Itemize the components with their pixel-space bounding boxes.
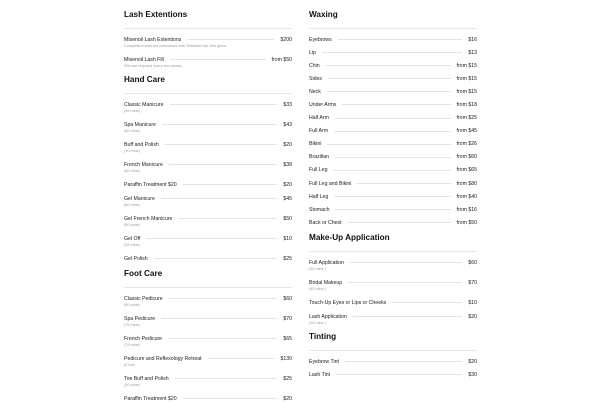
item-price: from $15 [456, 88, 477, 95]
item-name: Paraffin Treatment $20 [124, 181, 177, 188]
item-row [124, 100, 292, 109]
menu-item [124, 314, 292, 334]
item-note: (75 mins) [124, 343, 140, 347]
menu-item [124, 214, 292, 234]
item-row [309, 192, 477, 201]
item-row [124, 194, 292, 203]
item-price: $16 [468, 36, 477, 43]
item-row [124, 55, 292, 64]
item-name: Neck [309, 88, 321, 95]
item-row [124, 234, 292, 243]
section-divider [309, 350, 477, 351]
menu-item [309, 114, 477, 127]
item-name: Full Leg and Bikini [309, 180, 352, 187]
menu-item [309, 357, 477, 370]
item-name: Buff and Polish [124, 141, 159, 148]
item-name: Eyebrow Tint [309, 358, 339, 365]
menu-item [309, 74, 477, 87]
menu-item [309, 166, 477, 179]
item-price: from $65 [456, 167, 477, 174]
item-row [309, 140, 477, 149]
item-name: Classic Pedicure [124, 295, 163, 302]
section-title: Foot Care [124, 269, 163, 278]
menu-item [124, 194, 292, 214]
item-row [309, 87, 477, 96]
menu-item [309, 258, 477, 278]
item-row [124, 35, 292, 44]
menu-item [309, 35, 477, 48]
section-title: Hand Care [124, 75, 165, 84]
menu-item [124, 354, 292, 374]
item-price: from $40 [456, 193, 477, 200]
section-hand-care [124, 74, 292, 268]
item-name: French Manicure [124, 161, 163, 168]
item-row [124, 314, 292, 323]
item-name: Gel Off [124, 235, 141, 242]
leader-line [348, 282, 462, 283]
leader-line [170, 104, 278, 105]
section-tinting [309, 331, 477, 383]
item-row [124, 294, 292, 303]
item-row [124, 120, 292, 129]
item-row [309, 48, 477, 57]
item-note: (15 mins ) [309, 321, 326, 325]
leader-line [165, 144, 278, 145]
leader-line [333, 170, 450, 171]
menu-item [309, 153, 477, 166]
item-note: (30 mins) [124, 149, 140, 153]
item-row [309, 218, 477, 227]
leader-line [169, 298, 278, 299]
item-price: from $26 [456, 141, 477, 148]
menu-item [124, 140, 292, 160]
leader-line [327, 144, 450, 145]
item-price: $70 [283, 315, 292, 322]
menu-item [309, 298, 477, 312]
item-name: Gel French Manicure [124, 215, 173, 222]
menu-item [124, 254, 292, 268]
leader-line [392, 302, 462, 303]
menu-item [124, 160, 292, 180]
leader-line [348, 222, 451, 223]
item-name: Sides [309, 75, 322, 82]
item-price: $50 [283, 215, 292, 222]
leader-line [322, 52, 462, 53]
menu-item [309, 179, 477, 192]
item-name: Half Arm [309, 115, 329, 122]
leader-line [154, 258, 278, 259]
item-price: from $45 [456, 128, 477, 135]
leader-line [353, 316, 463, 317]
leader-line [178, 218, 277, 219]
menu-item [309, 218, 477, 231]
menu-item [124, 374, 292, 394]
leader-line [334, 131, 450, 132]
item-note: (60 mins) [124, 223, 140, 227]
item-row [124, 394, 292, 403]
item-price: from $16 [456, 206, 477, 213]
section-title: Lash Extentions [124, 10, 188, 19]
item-name: Misenoil Lash Extentions [124, 36, 182, 43]
item-name: Under Arms [309, 101, 337, 108]
item-price: $10 [468, 299, 477, 306]
menu-item [124, 334, 292, 354]
section-divider [309, 28, 477, 29]
item-row [309, 153, 477, 162]
section-make-up-application [309, 232, 477, 332]
item-row [309, 100, 477, 109]
item-price: from $60 [456, 154, 477, 161]
item-price: $25 [283, 255, 292, 262]
item-row [309, 127, 477, 136]
item-row [309, 35, 477, 44]
item-note: (60 mins) [124, 303, 140, 307]
leader-line [183, 184, 278, 185]
item-name: Half Leg [309, 193, 329, 200]
menu-item [309, 140, 477, 153]
item-price: $45 [283, 195, 292, 202]
leader-line [335, 209, 450, 210]
item-note: (45 mins ) [309, 287, 326, 291]
leader-line [187, 39, 274, 40]
section-divider [124, 287, 292, 288]
item-name: Misenoil Lash Fill [124, 56, 164, 63]
section-divider [124, 93, 292, 94]
item-name: Lash Tint [309, 371, 331, 378]
item-name: Back or Chest [309, 219, 342, 226]
item-row [124, 334, 292, 343]
leader-line [168, 338, 277, 339]
item-price: from $50 [271, 56, 292, 63]
item-price: from $25 [456, 115, 477, 122]
item-row [309, 357, 477, 366]
item-price: $20 [468, 313, 477, 320]
menu-item [309, 61, 477, 74]
item-row [309, 74, 477, 83]
item-price: $60 [468, 259, 477, 266]
item-price: from $50 [456, 219, 477, 226]
menu-item [309, 87, 477, 100]
menu-item [124, 180, 292, 194]
item-name: Spa Manicure [124, 121, 157, 128]
menu-item [309, 48, 477, 61]
leader-line [338, 39, 463, 40]
item-note: (30 mins ) [309, 267, 326, 271]
item-row [124, 254, 292, 263]
item-name: Full Application [309, 259, 344, 266]
section-title: Make-Up Application [309, 233, 390, 242]
menu-item [124, 394, 292, 406]
item-row [309, 166, 477, 175]
leader-line [161, 318, 277, 319]
item-price: $65 [283, 335, 292, 342]
section-lash-extentions [124, 9, 292, 75]
item-row [124, 140, 292, 149]
section-title: Tinting [309, 332, 337, 341]
item-price: from $80 [456, 180, 477, 187]
item-row [309, 114, 477, 123]
item-price: $30 [468, 371, 477, 378]
leader-line [345, 361, 462, 362]
menu-item [309, 100, 477, 113]
item-name: Full Arm [309, 128, 329, 135]
menu-item [309, 370, 477, 383]
item-name: Bikini [309, 141, 322, 148]
item-price: $13 [468, 49, 477, 56]
item-note: (75 mins) [124, 323, 140, 327]
item-row [124, 374, 292, 383]
leader-line [175, 378, 278, 379]
leader-line [146, 238, 277, 239]
item-name: Full Leg [309, 167, 328, 174]
item-price: $200 [280, 36, 292, 43]
leader-line [336, 374, 462, 375]
leader-line [328, 78, 451, 79]
menu-item [309, 205, 477, 218]
section-title: Waxing [309, 10, 338, 19]
item-price: $33 [283, 101, 292, 108]
leader-line [183, 398, 278, 399]
item-price: from $15 [456, 62, 477, 69]
leader-line [162, 124, 277, 125]
section-divider [124, 28, 292, 29]
item-name: Touch-Up Eyes or Lips or Cheeks [309, 299, 387, 306]
menu-item [309, 278, 477, 298]
item-note: (15 mins) [124, 243, 140, 247]
item-note: Fills are required every two weeks. [124, 64, 183, 68]
leader-line [335, 157, 451, 158]
item-name: Paraffin Treatment $20 [124, 395, 177, 402]
leader-line [161, 198, 277, 199]
section-foot-care [124, 268, 292, 406]
item-row [309, 298, 477, 307]
item-name: Bridal Makeup [309, 279, 343, 286]
item-price: $60 [283, 295, 292, 302]
item-note: (60 mins) [124, 169, 140, 173]
leader-line [357, 183, 450, 184]
item-note: Complete model-led extensions with Tintolash eye free glove. [124, 44, 228, 48]
menu-item [124, 234, 292, 254]
item-price: $38 [283, 161, 292, 168]
item-name: Stomach [309, 206, 330, 213]
item-price: $20 [283, 395, 292, 402]
section-waxing [309, 9, 477, 231]
leader-line [170, 59, 266, 60]
item-name: Lip [309, 49, 316, 56]
item-row [309, 61, 477, 70]
item-price: $130 [280, 355, 292, 362]
item-name: Eyebrows [309, 36, 332, 43]
menu-item [124, 120, 292, 140]
item-row [309, 258, 477, 267]
leader-line [335, 118, 451, 119]
item-note: (60 mins) [124, 129, 140, 133]
menu-item [309, 127, 477, 140]
item-row [124, 354, 292, 363]
item-note: (60 mins) [124, 203, 140, 207]
leader-line [326, 65, 451, 66]
item-row [309, 179, 477, 188]
item-row [309, 370, 477, 379]
item-name: French Pedicure [124, 335, 163, 342]
item-price: $20 [468, 358, 477, 365]
item-name: Classic Manicure [124, 101, 164, 108]
item-note: (45 mins) [124, 109, 140, 113]
item-price: $25 [283, 375, 292, 382]
item-name: Lash Application [309, 313, 347, 320]
menu-item [124, 100, 292, 120]
leader-line [350, 262, 462, 263]
item-row [124, 160, 292, 169]
leader-line [342, 104, 450, 105]
item-note: (2 hrs) [124, 363, 135, 367]
item-row [309, 278, 477, 287]
item-name: Chin [309, 62, 320, 69]
menu-item [124, 55, 292, 75]
item-row [124, 214, 292, 223]
item-row [309, 312, 477, 321]
item-price: $20 [283, 181, 292, 188]
menu-item [309, 192, 477, 205]
menu-item [124, 294, 292, 314]
item-note: (30 mins) [124, 383, 140, 387]
leader-line [208, 358, 275, 359]
item-name: Pedicure and Reflexology Retreat [124, 355, 202, 362]
menu-item [309, 312, 477, 332]
section-divider [309, 251, 477, 252]
item-price: $20 [283, 141, 292, 148]
item-name: Spa Pedicure [124, 315, 156, 322]
item-price: $10 [283, 235, 292, 242]
item-price: from $15 [456, 75, 477, 82]
leader-line [327, 91, 451, 92]
leader-line [334, 196, 450, 197]
item-row [124, 180, 292, 189]
leader-line [169, 164, 277, 165]
item-name: Gel Manicure [124, 195, 155, 202]
item-price: $70 [468, 279, 477, 286]
item-price: from $18 [456, 101, 477, 108]
item-name: Gel Polish [124, 255, 148, 262]
item-name: Brazilian [309, 154, 329, 161]
item-row [309, 205, 477, 214]
item-price: $43 [283, 121, 292, 128]
item-name: Toe Buff and Polish [124, 375, 169, 382]
menu-item [124, 35, 292, 55]
